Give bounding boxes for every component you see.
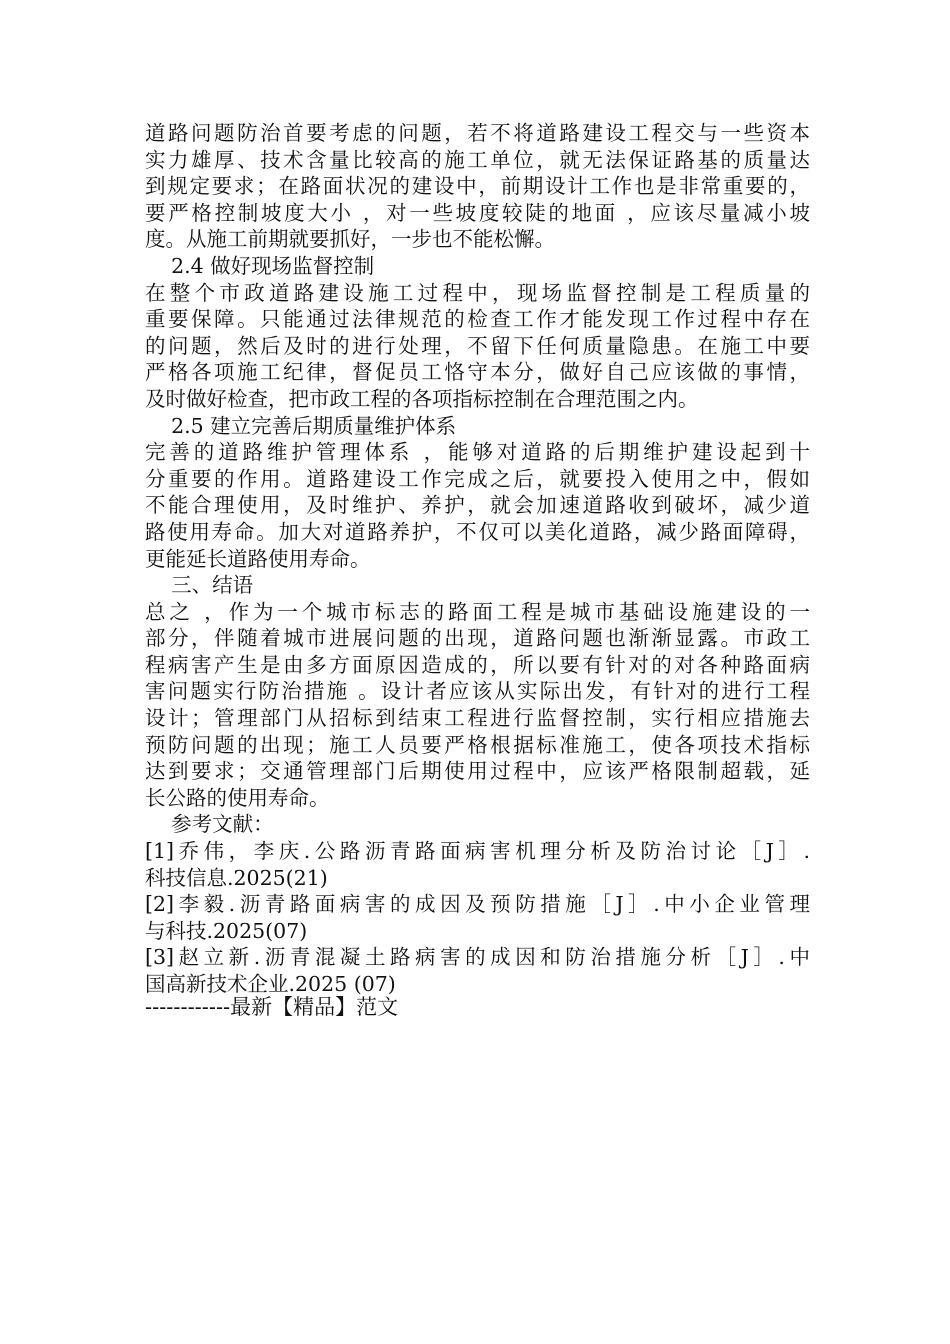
references-heading: 参考文献： bbox=[145, 812, 274, 837]
text-line: 到规定要求；在路面状况的建设中，前期设计工作也是非常重要的， bbox=[145, 174, 810, 199]
text-line: 在整个市政道路建设施工过程中，现场监督控制是工程质量的 bbox=[145, 280, 810, 305]
text-line: 路使用寿命。加大对道路养护，不仅可以美化道路，减少路面障碍， bbox=[145, 519, 810, 544]
text-line: 要严格控制坡度大小 ，对一些坡度较陡的地面 ，应该尽量减小坡 bbox=[145, 200, 810, 225]
section-heading: 2.4 做好现场监督控制 bbox=[145, 253, 375, 278]
reference-item: [2]李毅.沥青路面病害的成因及预防措施［J］.中小企业管理 bbox=[145, 892, 810, 917]
text-line: 长公路的使用寿命。 bbox=[145, 785, 330, 810]
text-line: 不能合理使用，及时维护、养护，就会加速道路收到破坏，减少道 bbox=[145, 493, 810, 518]
reference-item: 国高新技术企业.2025 (07) bbox=[145, 972, 396, 996]
text-line: 达到要求；交通管理部门后期使用过程中，应该严格限制超载，延 bbox=[145, 759, 810, 784]
body-text bbox=[145, 120, 810, 998]
text-line: 及时做好检查，把市政工程的各项指标控制在合理范围之内。 bbox=[145, 386, 699, 411]
section-heading: 2.5 建立完善后期质量维护体系 bbox=[145, 413, 457, 438]
footer-text: ------------最新【精品】范文 bbox=[145, 995, 399, 1019]
text-line: 预防问题的出现；施工人员要严格根据标准施工，使各项技术指标 bbox=[145, 732, 810, 757]
text-line: 设计；管理部门从招标到结束工程进行监督控制，实行相应措施去 bbox=[145, 706, 810, 731]
reference-item: [1]乔伟，李庆.公路沥青路面病害机理分析及防治讨论［J］. bbox=[145, 839, 810, 864]
reference-item: [3]赵立新.沥青混凝土路病害的成因和防治措施分析［J］.中 bbox=[145, 945, 810, 970]
text-line: 更能延长道路使用寿命。 bbox=[145, 546, 371, 571]
text-line: 道路问题防治首要考虑的问题，若不将道路建设工程交与一些资本 bbox=[145, 121, 810, 145]
text-line: 总之 ，作为一个城市标志的路面工程是城市基础设施建设的一 bbox=[145, 599, 810, 624]
text-line: 分重要的作用。道路建设工作完成之后，就要投入使用之中，假如 bbox=[145, 466, 810, 491]
text-line: 完善的道路维护管理体系 ，能够对道路的后期维护建设起到十 bbox=[145, 440, 810, 465]
text-line: 的问题，然后及时的进行处理，不留下任何质量隐患。在施工中要 bbox=[145, 333, 810, 358]
section-heading: 三、结语 bbox=[145, 573, 254, 598]
text-line: 部分，伴随着城市进展问题的出现，道路问题也渐渐显露。市政工 bbox=[145, 626, 810, 651]
reference-item: 科技信息.2025(21) bbox=[145, 865, 328, 890]
text-line: 度。从施工前期就要抓好，一步也不能松懈。 bbox=[145, 227, 555, 252]
reference-item: 与科技.2025(07) bbox=[145, 918, 308, 943]
text-line: 严格各项施工纪律，督促员工恪守本分，做好自己应该做的事情， bbox=[145, 360, 810, 385]
text-line: 程病害产生是由多方面原因造成的，所以要有针对的对各种路面病 bbox=[145, 652, 810, 677]
text-line: 实力雄厚、技术含量比较高的施工单位，就无法保证路基的质量达 bbox=[145, 147, 810, 172]
text-line: 害问题实行防治措施 。设计者应该从实际出发，有针对的进行工程 bbox=[145, 679, 810, 704]
text-line: 重要保障。只能通过法律规范的检查工作才能发现工作过程中存在 bbox=[145, 307, 810, 332]
